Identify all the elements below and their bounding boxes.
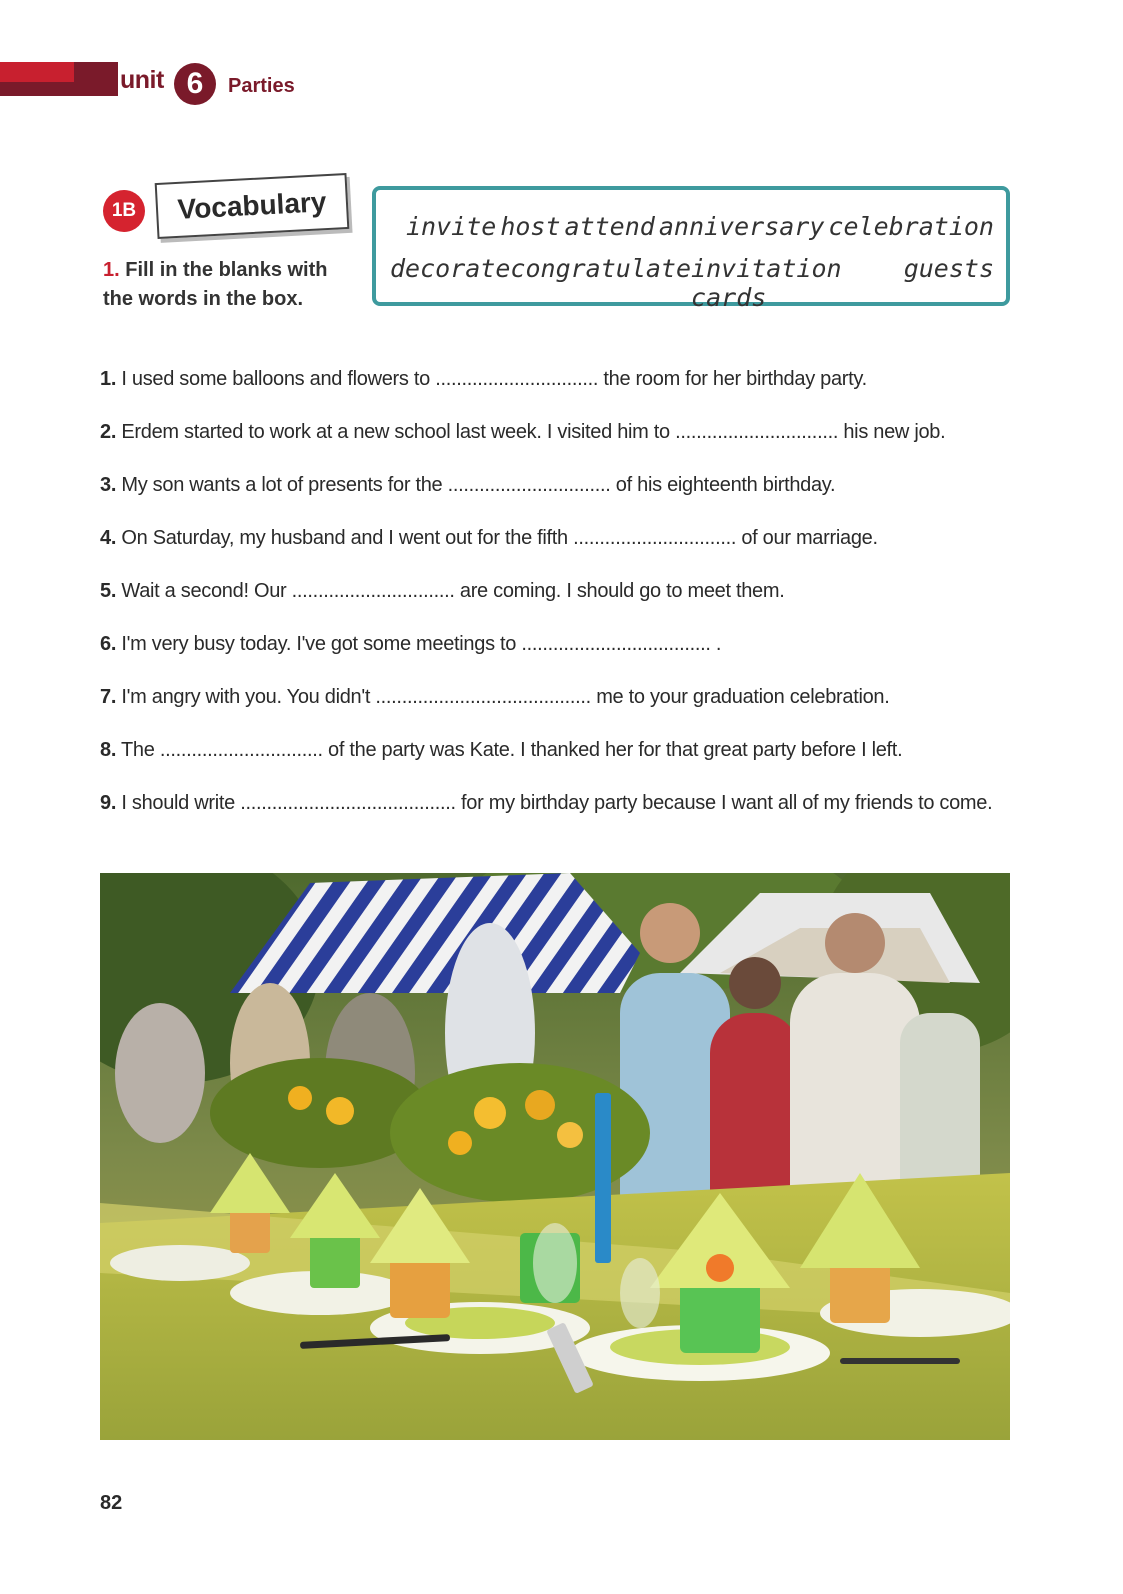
word-box-row-2 [376, 254, 1006, 312]
section-badge: 1B [103, 190, 145, 232]
word-item: celebration [828, 212, 994, 241]
sentence-number: 2. [100, 421, 117, 443]
sentence-list [100, 362, 1000, 839]
sentence-number: 3. [100, 474, 117, 496]
sentence-text: Erdem started to work at a new school last week. I visited him to ............................... his new job. [121, 421, 946, 443]
exercise-instruction [103, 256, 363, 314]
header-color-band [0, 62, 118, 96]
sentence-text: I used some balloons and flowers to ............................... the room for her birthday party. [121, 368, 867, 390]
sentence-item [100, 786, 1000, 820]
word-item: guests [903, 254, 994, 283]
section-tag [155, 173, 350, 239]
word-item: invite [406, 212, 497, 241]
sentence-number: 8. [100, 739, 117, 761]
word-item: invitation cards [691, 254, 842, 312]
sentence-item [100, 415, 1000, 449]
word-item: congratulate [510, 254, 692, 283]
sentence-text: The ............................... of the party was Kate. I thanked her for that great party before I left. [121, 739, 903, 761]
word-box [372, 186, 1010, 312]
sentence-text: Wait a second! Our ............................... are coming. I should go to meet them. [121, 580, 785, 602]
sentence-item [100, 468, 1000, 502]
sentence-item [100, 733, 1000, 767]
sentence-item [100, 680, 1000, 714]
word-box-row-1 [376, 212, 1006, 241]
word-item: host [500, 212, 561, 241]
sentence-text: My son wants a lot of presents for the ............................... of his eighteenth birthday. [121, 474, 836, 496]
sentence-number: 4. [100, 527, 117, 549]
sentence-number: 7. [100, 686, 117, 708]
party-table-photo [100, 873, 1010, 1440]
section-tag-label: Vocabulary [176, 186, 328, 225]
sentence-text: I should write ......................................... for my birthday party because I want all of my friends to come. [121, 792, 993, 814]
word-item: anniversary [658, 212, 825, 241]
sentence-number: 9. [100, 792, 117, 814]
sentence-text: I'm very busy today. I've got some meetings to .................................... . [121, 633, 722, 655]
word-item: attend [564, 212, 655, 241]
sentence-number: 5. [100, 580, 117, 602]
unit-title: Parties [228, 75, 295, 97]
sentence-item [100, 521, 1000, 555]
sentence-item [100, 362, 1000, 396]
unit-label: unit [120, 66, 164, 94]
unit-number-badge: 6 [174, 63, 216, 105]
sentence-text: On Saturday, my husband and I went out for the fifth ............................... of our marriage. [121, 527, 878, 549]
sentence-number: 1. [100, 368, 117, 390]
word-item: decorate [390, 254, 511, 283]
sentence-item [100, 574, 1000, 608]
sentence-number: 6. [100, 633, 117, 655]
page-number: 82 [100, 1492, 123, 1514]
instruction-number: 1. [103, 259, 120, 281]
instruction-text: Fill in the blanks with the words in the box. [103, 259, 328, 310]
sentence-text: I'm angry with you. You didn't ......................................... me to your graduation celebration. [121, 686, 890, 708]
sentence-item [100, 627, 1000, 661]
